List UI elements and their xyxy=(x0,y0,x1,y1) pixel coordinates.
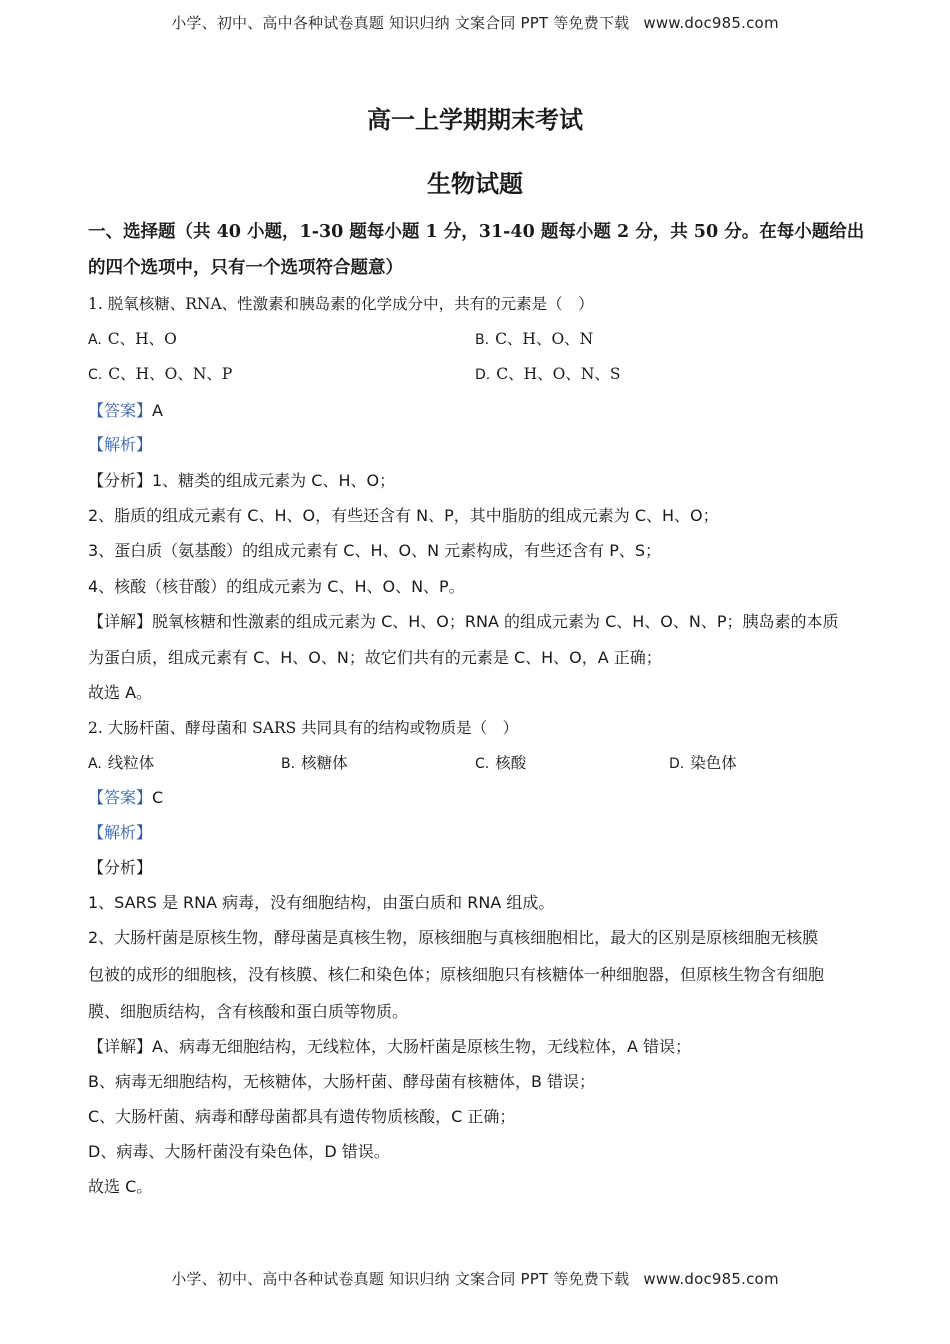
q2-line-2: 1、SARS 是 RNA 病毒，没有细胞结构，由蛋白质和 RNA 组成。 xyxy=(88,893,555,912)
q2-line-9: D、病毒、大肠杆菌没有染色体，D 错误。 xyxy=(88,1142,390,1161)
q2-analysis-label: 【解析】 xyxy=(88,823,153,842)
q2-line-7: B、病毒无细胞结构，无核糖体，大肠杆菌、酵母菌有核糖体，B 错误； xyxy=(88,1072,596,1091)
q1-line-5: 【详解】脱氧核糖和性激素的组成元素为 C、H、O；RNA 的组成元素为 C、H、O、N、P；胰岛素的本质 xyxy=(88,612,839,631)
answer-value: C xyxy=(152,788,164,807)
q2-line-4: 包被的成形的细胞核，没有核膜、核仁和染色体；原核细胞只有核糖体一种细胞器，但原核生物含有细胞 xyxy=(88,965,825,984)
q2-answer xyxy=(88,785,163,808)
answer-label: 【答案】 xyxy=(88,788,153,807)
page-subtitle: 生物试题 xyxy=(427,169,523,198)
q1-line-4: 4、核酸（核苷酸）的组成元素为 C、H、O、N、P。 xyxy=(88,577,465,596)
q1-option-b: B. C、H、O、N xyxy=(475,330,594,348)
q2-line-3: 2、大肠杆菌是原核生物，酵母菌是真核生物，原核细胞与真核细胞相比，最大的区别是原核细胞无核膜 xyxy=(88,928,819,947)
q2-option-b: B. 核糖体 xyxy=(281,754,348,772)
q2-line-1: 【分析】 xyxy=(88,858,153,877)
page-title: 高一上学期期末考试 xyxy=(367,105,583,134)
q1-line-6: 为蛋白质，组成元素有 C、H、O、N；故它们共有的元素是 C、H、O，A 正确； xyxy=(88,648,662,667)
banner-text: 小学、初中、高中各种试卷真题 知识归纳 文案合同 PPT 等免费下载 xyxy=(171,1270,630,1288)
footer-banner xyxy=(0,1268,950,1289)
q1-line-3: 3、蛋白质（氨基酸）的组成元素有 C、H、O、N 元素构成，有些还含有 P、S； xyxy=(88,541,662,560)
q1-analysis-label: 【解析】 xyxy=(88,435,153,454)
banner-text: 小学、初中、高中各种试卷真题 知识归纳 文案合同 PPT 等免费下载 xyxy=(171,14,630,32)
q2-line-5: 膜、细胞质结构，含有核酸和蛋白质等物质。 xyxy=(88,1002,409,1021)
q2-option-c: C. 核酸 xyxy=(475,754,527,772)
answer-label: 【答案】 xyxy=(88,401,153,420)
q1-option-a: A. C、H、O xyxy=(88,330,177,348)
q1-answer xyxy=(88,398,163,421)
q1-option-d: D. C、H、O、N、S xyxy=(475,365,621,383)
header-banner xyxy=(0,12,950,33)
q1-line-2: 2、脂质的组成元素有 C、H、O，有些还含有 N、P，其中脂肪的组成元素为 C、H、O； xyxy=(88,506,719,525)
section-heading-line-2: 的四个选项中，只有一个选项符合题意） xyxy=(88,258,403,278)
q1-line-7: 故选 A。 xyxy=(88,683,153,702)
q2-option-a: A. 线粒体 xyxy=(88,754,155,772)
banner-url[interactable]: www.doc985.com xyxy=(643,1270,779,1288)
q2-option-d: D. 染色体 xyxy=(669,754,737,772)
section-heading-line-1: 一、选择题（共 40 小题，1-30 题每小题 1 分，31-40 题每小题 2 分，共 50 分。在每小题给出 xyxy=(88,222,865,242)
q1-option-c: C. C、H、O、N、P xyxy=(88,365,233,383)
q2-line-6: 【详解】A、病毒无细胞结构，无线粒体，大肠杆菌是原核生物，无线粒体，A 错误； xyxy=(88,1037,691,1056)
q2-line-10: 故选 C。 xyxy=(88,1177,153,1196)
q2-line-8: C、大肠杆菌、病毒和酵母菌都具有遗传物质核酸，C 正确； xyxy=(88,1107,516,1126)
q1-line-1: 【分析】1、糖类的组成元素为 C、H、O； xyxy=(88,471,396,490)
question-1-stem: 1. 脱氧核糖、RNA、性激素和胰岛素的化学成分中，共有的元素是（ ） xyxy=(88,295,594,313)
answer-value: A xyxy=(152,401,163,420)
banner-url[interactable]: www.doc985.com xyxy=(643,14,779,32)
question-2-stem: 2. 大肠杆菌、酵母菌和 SARS 共同具有的结构或物质是（ ） xyxy=(88,719,519,737)
